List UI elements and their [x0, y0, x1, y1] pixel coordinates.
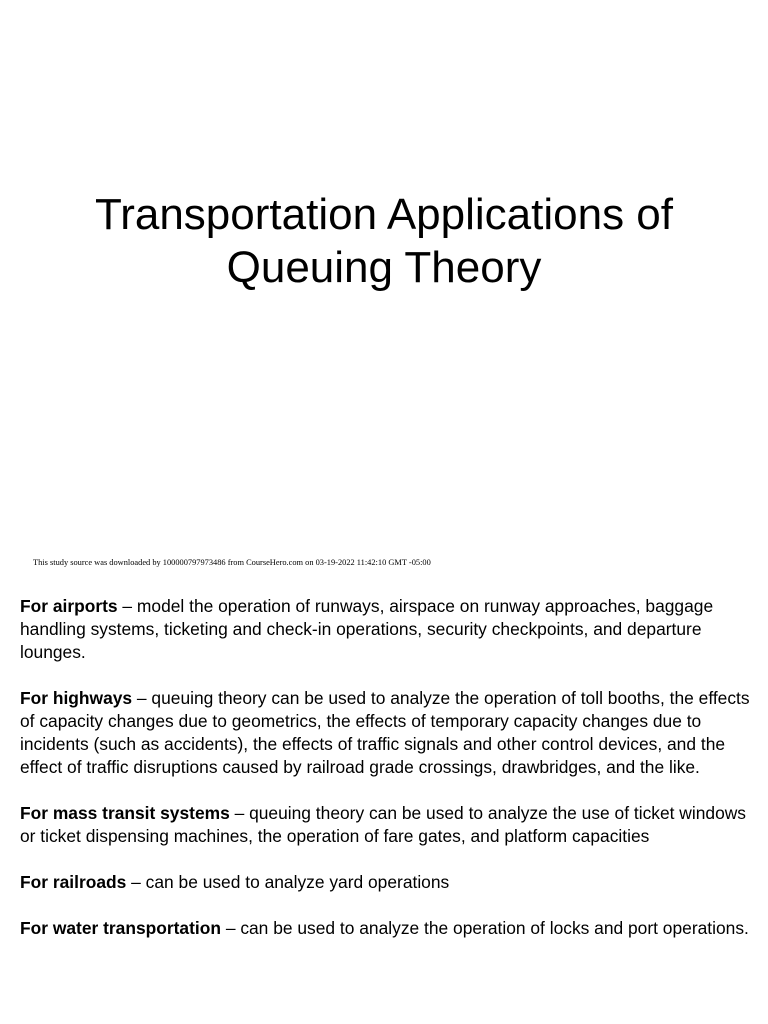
- application-heading: For highways: [20, 688, 133, 708]
- application-heading: For airports: [20, 596, 118, 616]
- application-mass-transit: [20, 802, 750, 848]
- page-title: [0, 188, 768, 294]
- application-heading: For railroads: [20, 872, 127, 892]
- application-highways: [20, 687, 750, 779]
- applications-list: [20, 595, 750, 963]
- application-water-transportation: [20, 917, 750, 940]
- application-text: – can be used to analyze yard operations: [126, 872, 450, 892]
- application-heading: For water transportation: [20, 918, 221, 938]
- source-watermark-note: This study source was downloaded by 100000797973486 from CourseHero.com on 03-19-2022 11:42:10 GMT -05:00: [33, 558, 431, 567]
- page-title-line-2: Queuing Theory: [226, 243, 542, 292]
- application-heading: For mass transit systems: [20, 803, 230, 823]
- application-text: – queuing theory can be used to analyze the operation of toll booths, the effects of capacity changes due to geometrics, the effects of temporary capacity changes due to incidents (such as accidents), the effects of traffic signals and other control devices, and the effect of traffic disruptions caused by railroad grade crossings, drawbridges, and the like.: [20, 688, 750, 777]
- application-airports: [20, 595, 750, 664]
- application-text: – queuing theory can be used to analyze the use of ticket windows or ticket dispensing machines, the operation of fare gates, and platform capacities: [20, 803, 747, 846]
- page-title-line-1: Transportation Applications of: [94, 190, 674, 239]
- application-railroads: [20, 871, 750, 894]
- application-text: – model the operation of runways, airspace on runway approaches, baggage handling systems, ticketing and check-in operations, security checkpoints, and departure lounges.: [20, 596, 714, 662]
- application-text: – can be used to analyze the operation of locks and port operations.: [220, 918, 749, 938]
